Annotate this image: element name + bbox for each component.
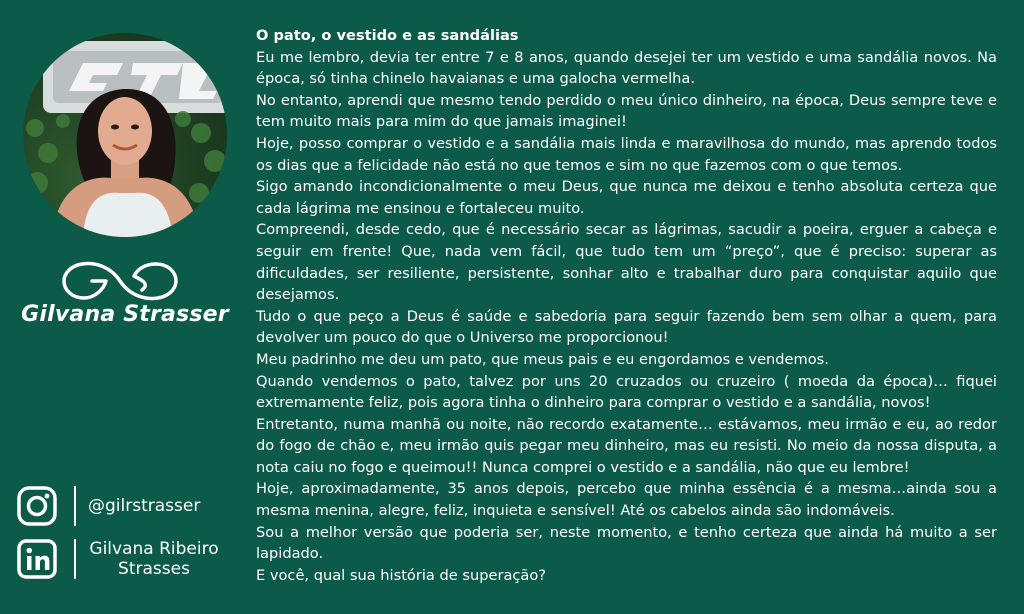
story-title: O pato, o vestido e as sandálias [256, 27, 519, 44]
story-paragraph: Hoje, aproximadamente, 35 anos depois, percebo que minha essência é a mesma…ainda sou a mesma menina, alegre, feliz, inquieta e sensível! Até os cabelos ainda são indomáveis. [256, 480, 997, 520]
linkedin-name-line2: Strasses [118, 559, 190, 579]
story-paragraph: Eu me lembro, devia ter entre 7 e 8 anos, quando desejei ter um vestido e uma sandália novos. Na época, só tinha chinelo havaianas e uma galocha vermelha. [256, 48, 997, 88]
linkedin-name-line1: Gilvana Ribeiro [89, 539, 219, 559]
story-paragraph: Quando vendemos o pato, talvez por uns 20 cruzados ou cruzeiro ( moeda da época)… fiquei extremamente feliz, pois agora tinha o dinheiro para comprar o vestido e a sandália, novos! [256, 372, 997, 412]
instagram-handle[interactable]: @gilrstrasser [88, 496, 201, 516]
linkedin-icon[interactable] [16, 538, 58, 580]
infinity-gs-logo-icon [62, 258, 178, 304]
profile-column [0, 0, 250, 614]
story-paragraph: No entanto, aprendi que mesmo tendo perdido o meu único dinheiro, na época, Deus sempre teve e tem muito mais para mim do que jamais imaginei! [256, 91, 997, 131]
story-paragraph: Sigo amando incondicionalmente o meu Deus, que nunca me deixou e tenho absoluta certeza que cada lágrima me ensinou e fortaleceu muito. [256, 178, 997, 217]
story-paragraph: E você, qual sua história de superação? [256, 566, 547, 584]
instagram-row[interactable] [16, 485, 200, 527]
profile-photo [23, 33, 227, 237]
instagram-icon[interactable] [16, 485, 58, 527]
linkedin-name[interactable] [88, 539, 220, 579]
story-paragraph: Meu padrinho me deu um pato, que meus pais e eu engordamos e vendemos. [256, 350, 829, 368]
story-paragraph: Entretanto, numa manhã ou noite, não recordo exatamente… estávamos, meu irmão e eu, ao redor do fogo de chão e, meu irmão quis pegar meu dinheiro, mas eu resisti. No meio da nossa disputa, a nota caiu no fogo e queimou!! Nunca comprei o vestido e a sandália, não que eu lembre! [256, 415, 997, 476]
divider [74, 539, 76, 579]
story-paragraph: Sou a melhor versão que poderia ser, neste momento, e tenho certeza que ainda há muito a ser lapidado. [256, 523, 997, 563]
story-paragraph: Tudo o que peço a Deus é saúde e sabedoria para seguir fazendo bem sem olhar a quem, para devolver um pouco do que o Universo me proporcionou! [256, 307, 997, 347]
divider [74, 486, 76, 526]
story-paragraph: Compreendi, desde cedo, que é necessário secar as lágrimas, sacudir a poeira, erguer a cabeça e seguir em frente! Que, nada vem fácil, que tudo tem um “preço”, que é preciso: superar as dificuldades, ser resiliente, persistente, sonhar alto e trabalhar duro para conquistar aquilo que desejamos. [256, 221, 997, 304]
linkedin-row[interactable] [16, 538, 220, 580]
story-paragraph: Hoje, posso comprar o vestido e a sandália mais linda e maravilhosa do mundo, mas aprendo todos os dias que a felicidade não está no que temos e sim no que fazemos com o que temos. [256, 134, 997, 174]
story-text [256, 25, 997, 586]
brand-name: Gilvana Strasser [21, 302, 229, 327]
portrait-illustration [23, 33, 227, 237]
